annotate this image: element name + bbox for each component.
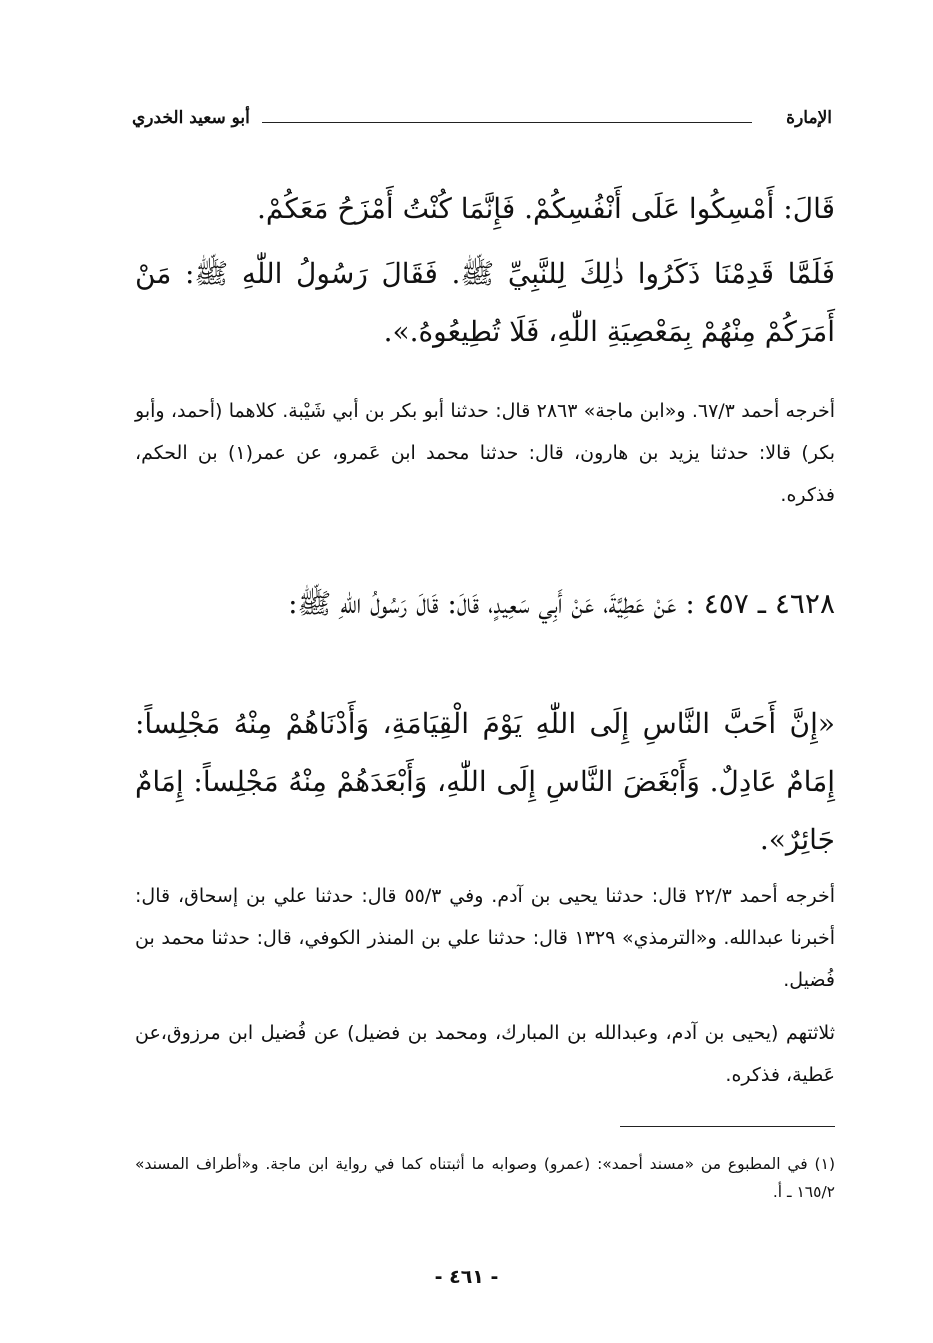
takhrij-2-para-1-text: أخرجه أحمد ٢٢/٣ قال: حدثنا يحيى بن آدم. وفي ٥٥/٣ قال: حدثنا علي بن إسحاق، قال: أخبرنا عبدالله. و«الترمذي» ١٣٢٩ قال: حدثنا علي بن المنذر الكوفي، قال: حدثنا محمد بن فُضيل. [135,885,835,991]
takhrij-2-para-1 [135,875,835,1001]
hadith-isnad: : عَنْ عَطِيَّةَ، عَنْ أَبِي سَعِيدٍ، قَالَ: قَالَ رَسُولُ اللّٰهِ ﷺ: [288,587,695,620]
hadith-2-heading [135,575,835,633]
hadith-2-matn [135,695,835,869]
takhrij-2-para-2 [135,1012,835,1096]
takhrij-2-para-2-text: ثلاثتهم (يحيى بن آدم، وعبدالله بن المبارك، ومحمد بن فضيل) عن فُضيل ابن مرزوق،عن عَطية، فذكره. [135,1022,835,1086]
chapter-title: الإمارة [786,108,832,128]
passage-text-1: قَالَ: أَمْسِكُوا عَلَى أَنْفُسِكُمْ. فَإِنَّمَا كُنْتُ أَمْزَحُ مَعَكُمْ. [257,192,835,225]
running-header [132,108,832,138]
footnote-rule [620,1126,835,1127]
footnote [135,1150,835,1206]
hadith-matn-text: «إِنَّ أَحَبَّ النَّاسِ إِلَى اللّٰهِ يَوْمَ الْقِيَامَةِ، وَأَدْنَاهُمْ مِنْهُ مَجْلِساً: إِمَامٌ عَادِلٌ. وَأَبْغَضَ النَّاسِ إِلَى اللّٰهِ، وَأَبْعَدَهُمْ مِنْهُ مَجْلِساً: إِمَامٌ جَائِرٌ». [135,707,835,856]
takhrij-1 [135,390,835,516]
page-number: - ٤٦١ - [434,1266,499,1288]
takhrij-1-text: أخرجه أحمد ٦٧/٣. و«ابن ماجة» ٢٨٦٣ قال: حدثنا أبو بكر بن أبي شَيْبة. كلاهما (أحمد، وأبو بكر) قالا: حدثنا يزيد بن هارون، قال: حدثنا محمد ابن عَمرو، عن عمر(١) بن الحكم، فذكره. [135,400,835,506]
header-rule [262,122,752,123]
footnote-text: (١) في المطبوع من «مسند أحمد»: (عمرو) وصوابه ما أثبتناه كما في رواية ابن ماجة. و«أطراف المسند» ١٦٥/٢ ـ أ. [135,1155,835,1201]
passage-line-2 [135,245,835,361]
hadith-number: ٤٦٢٨ ـ ٤٥٧ [703,587,835,620]
author-title: أبو سعيد الخدري [132,108,250,128]
passage-line-1 [135,180,835,238]
passage-text-2: فَلَمَّا قَدِمْنَا ذَكَرُوا ذٰلِكَ لِلنَّبِيِّ ﷺ. فَقَالَ رَسُولُ اللّٰهِ ﷺ: مَنْ أَمَرَكُمْ مِنْهُمْ بِمَعْصِيَةِ اللّٰهِ، فَلَا تُطِيعُوهُ.». [135,257,835,348]
